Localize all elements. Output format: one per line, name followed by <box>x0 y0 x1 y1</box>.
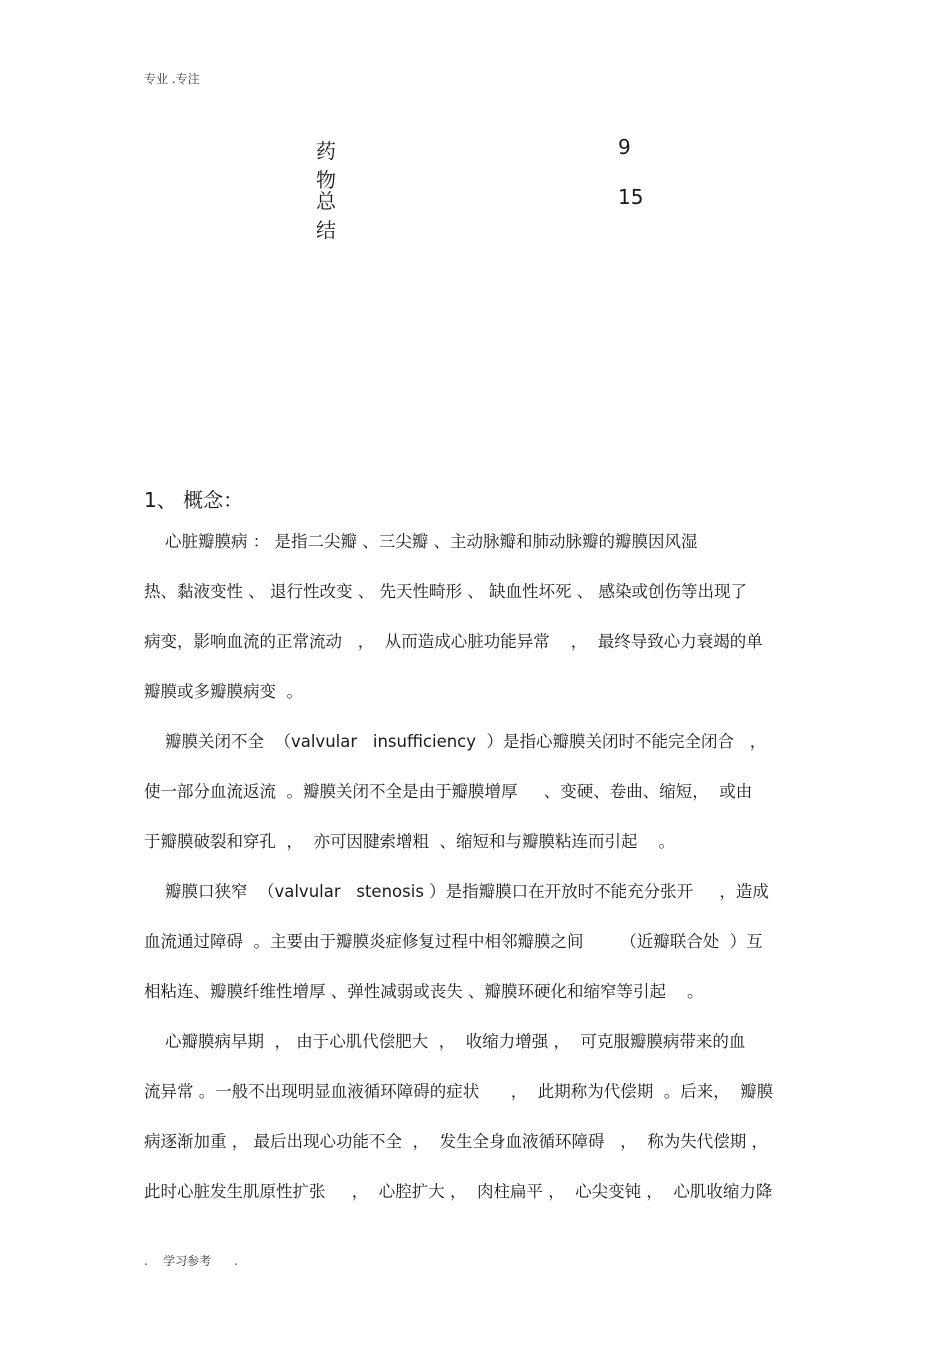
body-line: 使一部分血流返流 。瓣膜关闭不全是由于瓣膜增厚 、变硬、卷曲、缩短， 或由 <box>144 782 753 801</box>
toc-page-number: 15 <box>618 185 644 209</box>
toc-page-number: 9 <box>618 135 631 159</box>
body-line: 心瓣膜病早期 ， 由于心肌代偿肥大 ， 收缩力增强 ， 可克服瓣膜病带来的血 <box>144 1032 746 1051</box>
body-line: 此时心脏发生肌原性扩张 ， 心腔扩大 ， 肉柱扁平 ， 心尖变钝 ， 心肌收缩力降 <box>144 1182 773 1201</box>
body-line: 病变，影响血流的正常流动 ， 从而造成心脏功能异常 ， 最终导致心力衰竭的单 <box>144 632 763 651</box>
section-title: 1、 概念： <box>144 488 244 512</box>
body-line: 心脏瓣膜病 ： 是指二尖瓣 、三尖瓣 、主动脉瓣和肺动脉瓣的瓣膜因风湿 <box>144 532 698 551</box>
body-line: 相粘连、瓣膜纤维性增厚 、弹性减弱或丧失 、瓣膜环硬化和缩窄等引起 。 <box>144 982 704 1001</box>
body-line: 热、黏液变性 、 退行性改变 、 先天性畸形 、 缺血性坏死 、 感染或创伤等出现了 <box>144 582 747 601</box>
body-line: 病逐渐加重 ， 最后出现心功能不全 ， 发生全身血液循环障碍 ， 称为失代偿期 ， <box>144 1132 768 1151</box>
page-footer: . 学习参考 . <box>144 1254 238 1268</box>
body-line: 血流通过障碍 。主要由于瓣膜炎症修复过程中相邻瓣膜之间 （近瓣联合处 ）互 <box>144 932 763 951</box>
body-line: 流异常 。一般不出现明显血液循环障碍的症状 ， 此期称为代偿期 。后来， 瓣膜 <box>144 1082 774 1101</box>
body-line: 瓣膜或多瓣膜病变 。 <box>144 682 303 701</box>
toc-label: 药物 <box>316 139 336 192</box>
body-line: 瓣膜关闭不全 （valvular insufficiency ）是指心瓣膜关闭时不能完全闭合 ， <box>144 732 767 751</box>
toc-label: 总结 <box>316 189 336 242</box>
page-header: 专业 .专注 <box>144 72 200 86</box>
body-line: 于瓣膜破裂和穿孔 ， 亦可因腱索增粗 、缩短和与瓣膜粘连而引起 。 <box>144 832 675 851</box>
body-line: 瓣膜口狭窄 （valvular stenosis ）是指瓣膜口在开放时不能充分张开 ，造成 <box>144 882 769 901</box>
